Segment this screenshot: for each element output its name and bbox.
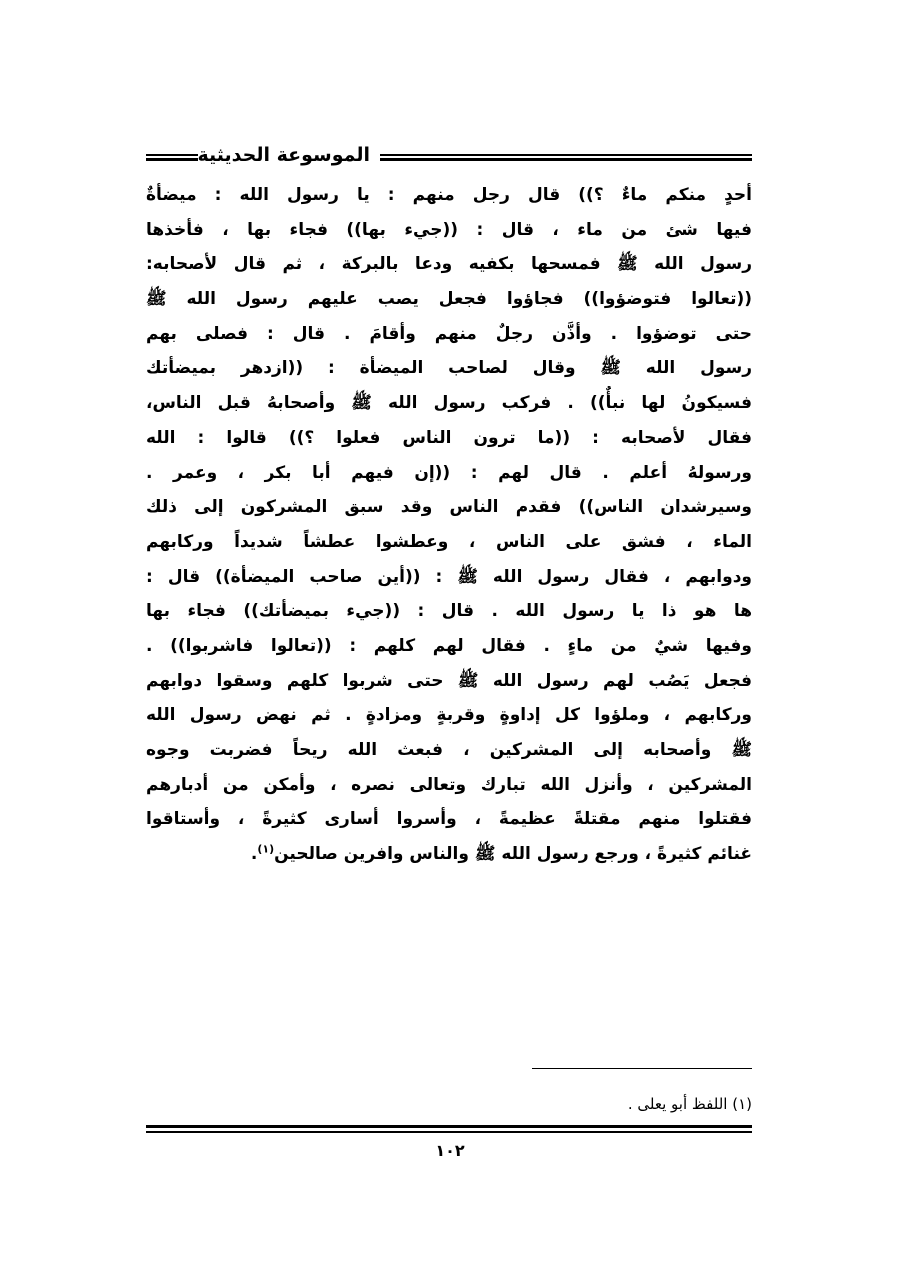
text-line: رسول الله ﷺ فمسحها بكفيه ودعا بالبركة ، ثم قال لأصحابه:: [146, 254, 752, 275]
text-line: ((تعالوا فتوضؤوا)) فجاؤوا فجعل يصب عليهم رسول الله ﷺ: [146, 289, 752, 310]
page-number: ١٠٢: [435, 1141, 465, 1160]
footnote: (١) اللفظ أبو يعلى .: [627, 1095, 752, 1113]
text-line: فجعل يَصُب لهم رسول الله ﷺ حتى شربوا كلهم وسقوا دوابهم: [146, 670, 752, 691]
text-line: فيها شئ من ماء ، قال : ((جيء بها)) فجاء بها ، فأخذها: [146, 219, 752, 240]
footnote-separator: [532, 1068, 752, 1069]
header-rule-left: [146, 154, 198, 161]
text-line: حتى توضؤوا . وأذَّن رجلٌ منهم وأقامَ . قال : فصلى بهم: [146, 323, 752, 344]
text-line: رسول الله ﷺ وقال لصاحب الميضأة : ((ازدهر بميضأتك: [146, 358, 752, 379]
footer-rule: [146, 1125, 752, 1133]
text-line: فسيكونُ لها نبأٌ)) . فركب رسول الله ﷺ وأصحابهُ قبل الناس،: [146, 393, 752, 414]
running-title: الموسوعة الحديثية: [197, 144, 370, 166]
text-line: الماء ، فشق على الناس ، وعطشوا عطشاً شديداً وركابهم: [146, 531, 752, 552]
text-line: ها هو ذا يا رسول الله . قال : ((جيء بميضأتك)) فجاء بها: [146, 601, 752, 622]
header-rule-right: [380, 154, 752, 161]
text-line: ودوابهم ، فقال رسول الله ﷺ : ((أين صاحب الميضأة)) قال :: [146, 566, 752, 587]
text-line: ورسولهُ أعلم . قال لهم : ((إن فيهم أبا بكر ، وعمر .: [146, 462, 752, 483]
text-line: فقتلوا منهم مقتلةً عظيمةً ، وأسروا أسارى كثيرةً ، وأستاقوا: [146, 809, 752, 830]
text-line: المشركين ، وأنزل الله تبارك وتعالى نصره ، وأمكن من أدبارهم: [146, 774, 752, 795]
text-line: ﷺ وأصحابه إلى المشركين ، فبعث الله ريحاً فضربت وجوه: [146, 740, 752, 760]
text-line: أحدٍ منكم ماءٌ ؟)) قال رجل منهم : يا رسول الله : ميضأةٌ: [146, 185, 752, 205]
final-punctuation: .: [250, 844, 258, 865]
page-header: [146, 140, 752, 174]
text-line-content: غنائم كثيرةً ، ورجع رسول الله ﷺ والناس وافرين صالحين: [274, 844, 752, 865]
text-line-last: [146, 837, 752, 872]
body-text: [146, 178, 752, 872]
footnote-marker: (١): [257, 842, 275, 856]
text-line: وفيها شيٌ من ماءٍ . فقال لهم كلهم : ((تعالوا فاشربوا)) .: [146, 635, 752, 656]
text-line: فقال لأصحابه : ((ما ترون الناس فعلوا ؟)) قالوا : الله: [146, 427, 752, 448]
text-line: وسيرشدان الناس)) فقدم الناس وقد سبق المشركون إلى ذلك: [146, 497, 752, 518]
text-line: وركابهم ، وملؤوا كل إداوةٍ وقربةٍ ومزادةٍ . ثم نهض رسول الله: [146, 705, 752, 726]
